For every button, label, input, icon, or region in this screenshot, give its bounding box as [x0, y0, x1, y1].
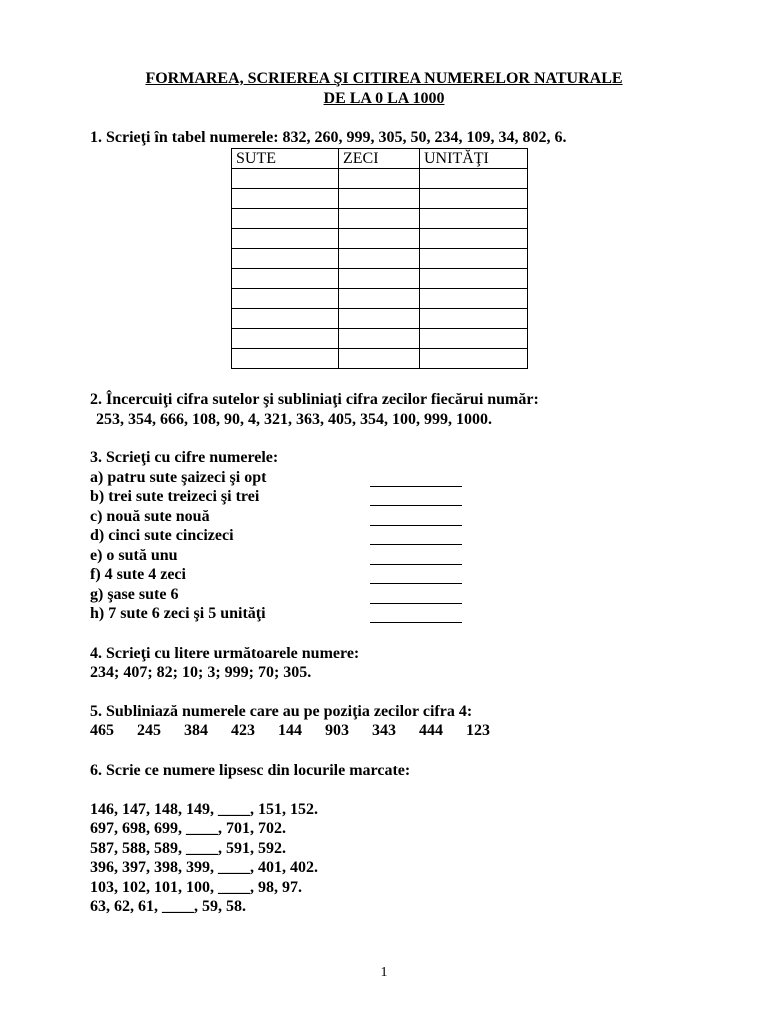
- answer-blank: [370, 622, 462, 623]
- sequence-row: 63, 62, 61, ____, 59, 58.: [90, 898, 246, 915]
- table-cell: [420, 309, 528, 329]
- sequence-row: 587, 588, 589, ____, 591, 592.: [90, 840, 286, 857]
- table-row: [232, 269, 528, 289]
- table-cell: [339, 169, 420, 189]
- table-row: [232, 169, 528, 189]
- exercise-3-item-g: g) şase sute 6: [90, 586, 179, 603]
- header-unitati: UNITĂŢI: [420, 149, 528, 169]
- number-item: 384: [184, 722, 208, 739]
- table-cell: [232, 209, 339, 229]
- exercise-1-instruction: 1. Scrieţi în tabel numerele: 832, 260, 999, 305, 50, 234, 109, 34, 802, 6.: [90, 129, 567, 146]
- table-cell: [420, 169, 528, 189]
- answer-blank: [370, 505, 462, 506]
- table-cell: [339, 289, 420, 309]
- table-cell: [232, 349, 339, 369]
- table-cell: [339, 269, 420, 289]
- exercise-3-item-h: h) 7 sute 6 zeci şi 5 unităţi: [90, 605, 266, 622]
- page-title-line1: FORMAREA, SCRIEREA ŞI CITIREA NUMERELOR NATURALE: [145, 70, 623, 87]
- number-item: 343: [372, 722, 396, 739]
- exercise-3-item-c: c) nouă sute nouă: [90, 508, 210, 525]
- table-row: [232, 189, 528, 209]
- table-cell: [420, 189, 528, 209]
- number-item: 245: [137, 722, 161, 739]
- answer-blank: [370, 603, 462, 604]
- page-number: 1: [380, 965, 388, 980]
- table-cell: [339, 209, 420, 229]
- exercise-4-instruction: 4. Scrieţi cu litere următoarele numere:: [90, 645, 360, 662]
- exercise-4-numbers: 234; 407; 82; 10; 3; 999; 70; 305.: [90, 664, 312, 681]
- number-item: 423: [231, 722, 255, 739]
- table-cell: [232, 289, 339, 309]
- table-cell: [232, 229, 339, 249]
- table-cell: [339, 249, 420, 269]
- sequence-row: 697, 698, 699, ____, 701, 702.: [90, 820, 286, 837]
- answer-blank: [370, 525, 462, 526]
- exercise-3-instruction: 3. Scrieţi cu cifre numerele:: [90, 449, 279, 466]
- exercise-3-item-b: b) trei sute treizeci şi trei: [90, 488, 260, 505]
- number-item: 444: [419, 722, 443, 739]
- number-item: 903: [325, 722, 349, 739]
- table-row: [232, 209, 528, 229]
- sequence-row: 103, 102, 101, 100, ____, 98, 97.: [90, 879, 302, 896]
- table-cell: [420, 249, 528, 269]
- table-cell: [420, 209, 528, 229]
- exercise-3-item-e: e) o sută unu: [90, 547, 178, 564]
- number-item: 123: [466, 722, 490, 739]
- table-row: [232, 229, 528, 249]
- table-cell: [232, 309, 339, 329]
- answer-blank: [370, 583, 462, 584]
- answer-blank: [370, 544, 462, 545]
- table-row: [232, 289, 528, 309]
- exercise-3-item-d: d) cinci sute cincizeci: [90, 527, 234, 544]
- answer-blank: [370, 564, 462, 565]
- table-cell: [339, 309, 420, 329]
- number-item: 144: [278, 722, 302, 739]
- sequence-row: 396, 397, 398, 399, ____, 401, 402.: [90, 859, 318, 876]
- table-cell: [420, 269, 528, 289]
- table-row: [232, 329, 528, 349]
- table-header-row: [232, 149, 528, 169]
- exercise-3-item-a: a) patru sute şaizeci şi opt: [90, 469, 267, 486]
- table-row: [232, 349, 528, 369]
- place-value-table: [231, 148, 528, 369]
- table-cell: [339, 349, 420, 369]
- table-cell: [339, 189, 420, 209]
- exercise-6-instruction: 6. Scrie ce numere lipsesc din locurile marcate:: [90, 762, 411, 779]
- exercise-5-instruction: 5. Subliniază numerele care au pe poziţia zecilor cifra 4:: [90, 703, 473, 720]
- table-cell: [232, 329, 339, 349]
- answer-blank: [370, 486, 462, 487]
- table-cell: [420, 229, 528, 249]
- table-cell: [232, 189, 339, 209]
- table-cell: [339, 329, 420, 349]
- table-cell: [420, 289, 528, 309]
- exercise-2-numbers: 253, 354, 666, 108, 90, 4, 321, 363, 405, 354, 100, 999, 1000.: [96, 411, 492, 428]
- exercise-2-instruction: 2. Încercuiţi cifra sutelor şi subliniaţi cifra zecilor fiecărui număr:: [90, 391, 539, 408]
- table-cell: [420, 349, 528, 369]
- table-cell: [420, 329, 528, 349]
- table-cell: [232, 269, 339, 289]
- header-sute: SUTE: [232, 149, 339, 169]
- table-cell: [339, 229, 420, 249]
- table-row: [232, 249, 528, 269]
- header-zeci: ZECI: [339, 149, 420, 169]
- table-cell: [232, 169, 339, 189]
- exercise-3-item-f: f) 4 sute 4 zeci: [90, 566, 186, 583]
- table-row: [232, 309, 528, 329]
- exercise-5-numbers: [90, 722, 490, 740]
- sequence-row: 146, 147, 148, 149, ____, 151, 152.: [90, 801, 318, 818]
- page-title-line2: DE LA 0 LA 1000: [323, 90, 445, 107]
- number-item: 465: [90, 722, 114, 739]
- table-cell: [232, 249, 339, 269]
